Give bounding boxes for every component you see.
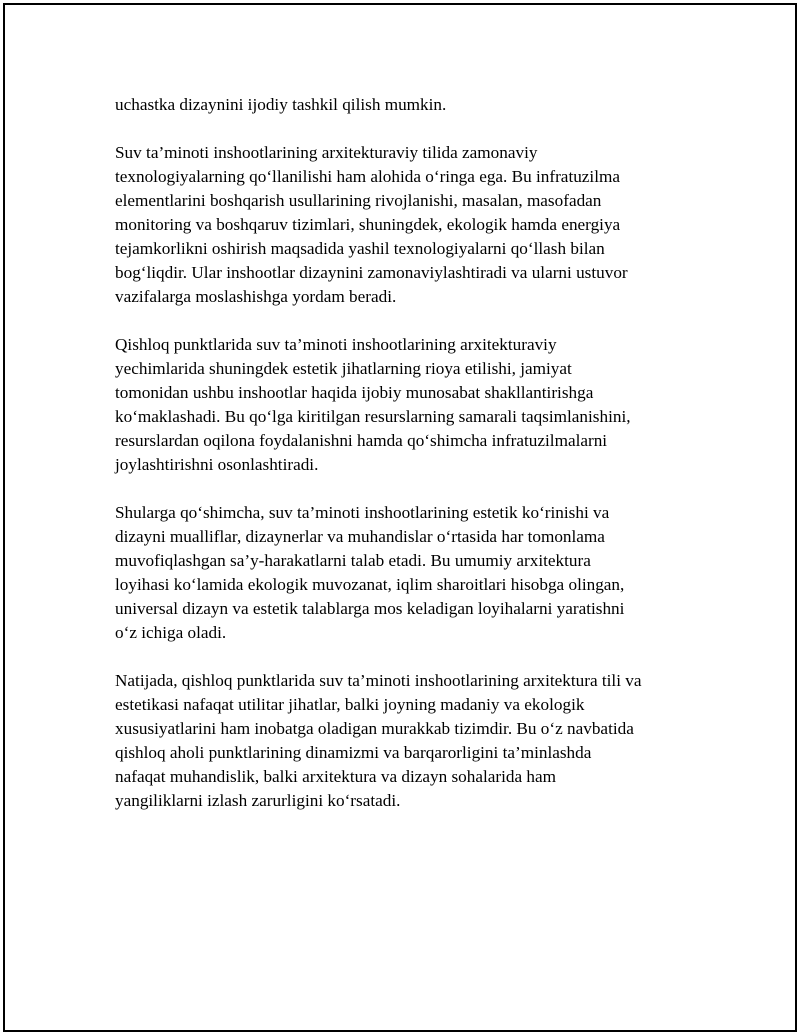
paragraph-4: Shularga qo‘shimcha, suv ta’minoti inshootlarining estetik ko‘rinishi va dizayni mualliflar, dizaynerlar va muhandislar o‘rtasida har tomonlama muvofiqlashgan sa’y-harakatlarni talab etadi. Bu umumiy arxitektura loyihasi ko‘lamida ekologik muvozanat, iqlim sharoitlari hisobga olingan, universal dizayn va estetik talablarga mos keladigan loyihalarni yaratishni o‘z ichiga oladi. xyxy=(115,503,625,642)
paragraph-5: Natijada, qishloq punktlarida suv ta’minoti inshootlarining arxitektura tili va estetikasi nafaqat utilitar jihatlar, balki joyning madaniy va ekologik xususiyatlarini ham inobatga oladigan murakkab tizimdir. Bu o‘z navbatida qishloq aholi punktlarining dinamizmi va barqarorligini ta’minlashda nafaqat muhandislik, balki arxitektura va dizayn sohalarida ham yangiliklarni izlash zarurligini ko‘rsatadi. xyxy=(115,671,642,810)
paragraph-2: Suv ta’minoti inshootlarining arxitekturaviy tilida zamonaviy texnologiyalarning qo‘llanilishi ham alohida o‘ringa ega. Bu infratuzilma elementlarini boshqarish usullarining rivojlanishi, masalan, masofadan monitoring va boshqaruv tizimlari, shuningdek, ekologik hamda energiya tejamkorlikni oshirish maqsadida yashil texnologiyalarni qo‘llash bilan bog‘liqdir. Ular inshootlar dizaynini zamonaviylashtiradi va ularni ustuvor vazifalarga moslashishga yordam beradi. xyxy=(115,143,628,306)
paragraph-1: uchastka dizaynini ijodiy tashkil qilish mumkin. xyxy=(115,95,447,114)
paragraph-3: Qishloq punktlarida suv ta’minoti inshootlarining arxitekturaviy yechimlarida shuningdek estetik jihatlarning rioya etilishi, jamiyat tomonidan ushbu inshootlar haqida ijobiy munosabat shakllantirishga ko‘maklashadi. Bu qo‘lga kiritilgan resurslarning samarali taqsimlanishini, resurslardan oqilona foydalanishni hamda qo‘shimcha infratuzilmalarni joylashtirishni osonlashtiradi. xyxy=(115,335,631,474)
document-body xyxy=(115,93,715,837)
